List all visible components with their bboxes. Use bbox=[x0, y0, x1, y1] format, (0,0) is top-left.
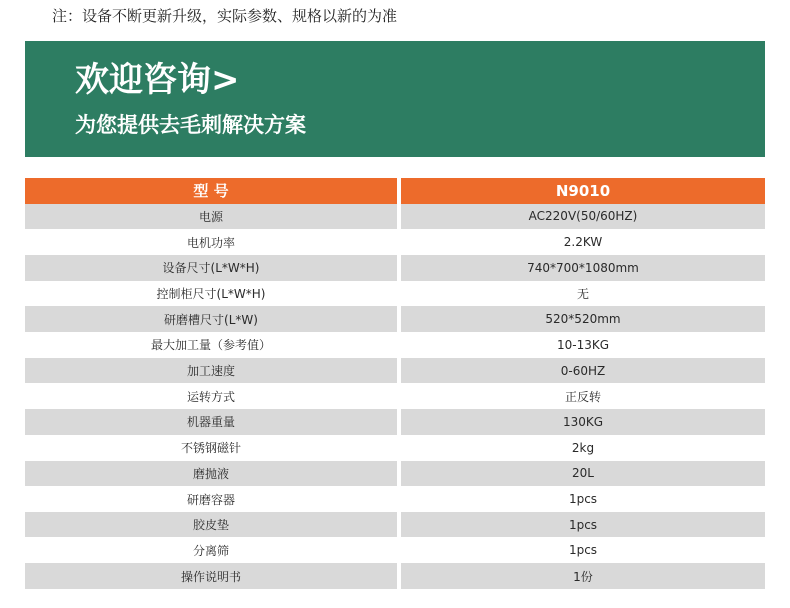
row-label: 电源 bbox=[25, 204, 397, 230]
table-row bbox=[25, 332, 765, 358]
table-row bbox=[25, 281, 765, 307]
row-value: AC220V(50/60HZ) bbox=[401, 204, 765, 230]
table-row bbox=[25, 409, 765, 435]
table-row bbox=[25, 563, 765, 589]
row-label: 操作说明书 bbox=[25, 563, 397, 589]
row-value: 130KG bbox=[401, 409, 765, 435]
table-row bbox=[25, 512, 765, 538]
row-label: 最大加工量（参考值） bbox=[25, 332, 397, 358]
row-label: 控制柜尺寸(L*W*H) bbox=[25, 281, 397, 307]
table-row bbox=[25, 435, 765, 461]
header-value-cell: N9010 bbox=[401, 178, 765, 204]
row-label: 磨抛液 bbox=[25, 461, 397, 487]
row-value: 520*520mm bbox=[401, 306, 765, 332]
update-notice: 注：设备不断更新升级，实际参数、规格以新的为准 bbox=[52, 7, 398, 25]
table-row bbox=[25, 538, 765, 564]
row-value: 0-60HZ bbox=[401, 358, 765, 384]
row-label: 加工速度 bbox=[25, 358, 397, 384]
row-value: 1pcs bbox=[401, 538, 765, 564]
row-value: 1份 bbox=[401, 563, 765, 589]
row-value: 2.2KW bbox=[401, 229, 765, 255]
row-label: 胶皮垫 bbox=[25, 512, 397, 538]
row-label: 电机功率 bbox=[25, 229, 397, 255]
row-label: 设备尺寸(L*W*H) bbox=[25, 255, 397, 281]
row-value: 无 bbox=[401, 281, 765, 307]
row-value: 2kg bbox=[401, 435, 765, 461]
table-row bbox=[25, 461, 765, 487]
row-label: 研磨槽尺寸(L*W) bbox=[25, 306, 397, 332]
table-row bbox=[25, 306, 765, 332]
row-value: 正反转 bbox=[401, 384, 765, 410]
row-value: 740*700*1080mm bbox=[401, 255, 765, 281]
table-row bbox=[25, 486, 765, 512]
table-row bbox=[25, 204, 765, 230]
row-label: 分离筛 bbox=[25, 538, 397, 564]
row-value: 1pcs bbox=[401, 486, 765, 512]
table-row bbox=[25, 358, 765, 384]
row-label: 研磨容器 bbox=[25, 486, 397, 512]
header-label-cell: 型 号 bbox=[25, 178, 397, 204]
table-row bbox=[25, 229, 765, 255]
row-label: 不锈钢磁针 bbox=[25, 435, 397, 461]
row-label: 机器重量 bbox=[25, 409, 397, 435]
consult-banner bbox=[25, 41, 765, 157]
table-row bbox=[25, 255, 765, 281]
banner-title: 欢迎咨询> bbox=[75, 60, 240, 100]
row-value: 20L bbox=[401, 461, 765, 487]
row-label: 运转方式 bbox=[25, 384, 397, 410]
row-value: 10-13KG bbox=[401, 332, 765, 358]
spec-table bbox=[25, 178, 765, 589]
table-header-row bbox=[25, 178, 765, 204]
banner-subtitle: 为您提供去毛刺解决方案 bbox=[75, 113, 306, 137]
row-value: 1pcs bbox=[401, 512, 765, 538]
table-row bbox=[25, 384, 765, 410]
